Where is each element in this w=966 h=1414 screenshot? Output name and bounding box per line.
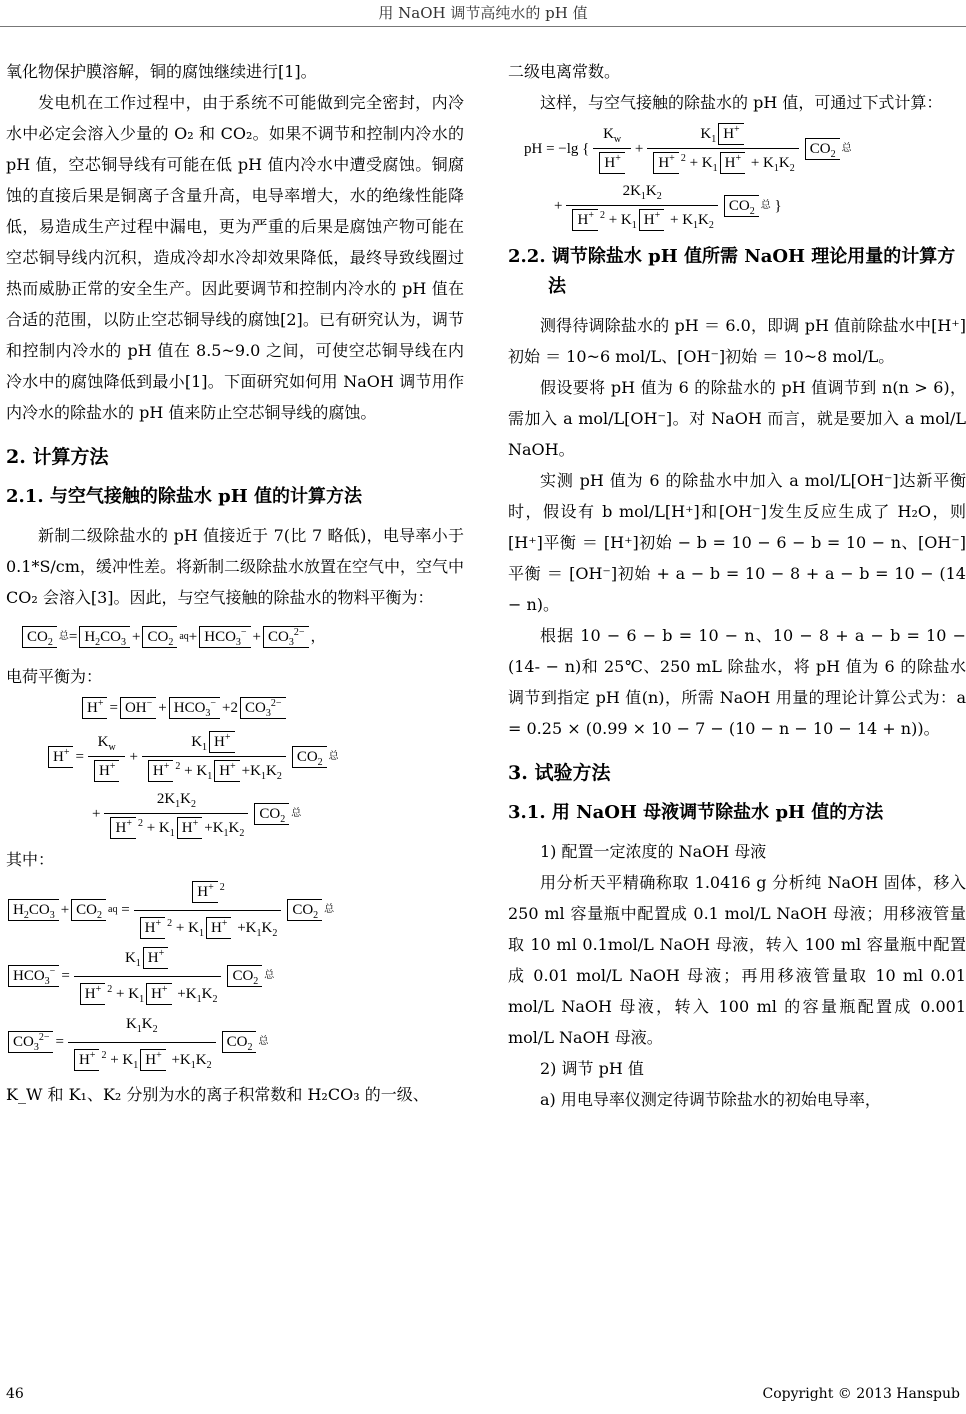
paragraph: 假设要将 pH 值为 6 的除盐水的 pH 值调节到 n(n > 6)，需加入 a mol/L[OH⁻]。对 NaOH 而言，就是要加入 a mol/L NaOH。 [508,378,966,459]
subsection-heading: 3.1. 用 NaOH 母液调节除盐水 pH 值的方法 [508,802,884,823]
mass-balance-equation: $CO_2$ 总 = $H_2CO_3$ + $CO_2$ aq + $HCO_3^-$ + $CO_3^{2-}$ ， [20,617,464,657]
paragraph: 这样，与空气接触的除盐水的 pH 值，可通过下式计算： [540,93,943,112]
paragraph: 用分析天平精确称取 1.0416 g 分析纯 NaOH 固体，移入 250 ml 容量瓶中配置成 0.1 mol/L NaOH 母液；用移液管量取 10 ml 0.1mol/L NaOH 母液，转入 100 ml 容量瓶中配置成 0.01 mol/L NaOH 母液；再用移液管量取 10 ml 0.01 mol/L NaOH 母液，转入 100 ml 的容量瓶配置成 0.001 mol/L NaOH 母液。 [508,873,966,1047]
section-heading: 3. 试验方法 [508,762,611,784]
copyright: Copyright © 2013 Hanspub [762,1386,960,1402]
paragraph: 发电机在工作过程中，由于系统不可能做到完全密封，内冷水中必定会溶入少量的 O₂ 和 CO₂。如果不调节和控制内冷水的 pH 值，空芯铜导线有可能在低 pH 值内冷水中遭受腐蚀。铜腐蚀的直接后果是铜离子含量升高，电导率增大，水的绝缘性能降低，易造成生产过程中漏电，更为严重的后果是腐蚀产物可能在空芯铜导线内沉积，造成冷却水冷却效果降低，最终导致线圈过热而威胁正常的安全生产。因此要调节和控制内冷水的 pH 值在合适的范围，以防止空芯铜导线的腐蚀[2]。已有研究认为，调节和控制内冷水的 pH 值在 8.5~9.0 之间，可使空芯铜导线在内冷水中的腐蚀降低到最小[1]。下面研究如何用 NaOH 调节用作内冷水的除盐水的 pH 值来防止空芯铜导线的腐蚀。 [6,93,464,422]
charge-balance-equation: H+ = OH− + $HCO_3^-$ +2 $CO_3^{2-}$ H+ = $\frac{K_w}{H^+}$ + $\frac{K_1 H^+}{H^+ ^2 + K_1 H^+ +K_1K_2}$ $CO_2$ 总 + $2K_1K_2$ H+ $^2 + K_1$ $H^+ +K_1K_2$ $CO_2$ 总 [46,696,464,840]
header-rule [0,26,966,27]
left-column [6,56,464,1110]
right-column [508,56,966,1115]
paragraph: 测得待调除盐水的 pH ＝ 6.0，即调 pH 值前除盐水中[H⁺]初始 ＝ 10~6 mol/L、[OH⁻]初始 ＝ 10~8 mol/L。 [508,316,966,366]
paragraph: 氧化物保护膜溶解，铜的腐蚀继续进行[1]。 [6,62,317,81]
paragraph: 根据 10 − 6 − b = 10 − n、10 − 8 + a − b = 10 − (14- − n)和 25℃、250 mL 除盐水，将 pH 值为 6 的除盐水调节到指定 pH 值(n)，所需 NaOH 用量的理论计算公式为：a = 0.25 × (0.99 × 10 − 7 − (10 − n − 10 − 14 + n))。 [508,626,966,738]
paragraph: K_W 和 K₁、K₂ 分别为水的离子积常数和 H₂CO₃ 的一级、 [6,1085,429,1104]
paragraph: 新制二级除盐水的 pH 值接近于 7(比 7 略低)，电导率小于 0.1*S/cm，缓冲性差。将新制二级除盐水放置在空气中，空气中 CO₂ 会溶入[3]。因此，与空气接触的除盐水的物料平衡为： [6,526,464,607]
paragraph: 电荷平衡为： [6,667,103,686]
paragraph: 实测 pH 值为 6 的除盐水中加入 a mol/L[OH⁻]达新平衡时，假设有 b mol/L[H⁺]和[OH⁻]发生反应生成了 H₂O，则[H⁺]平衡 ＝ [H⁺]初始 − b = 10 − 6 − b = 10 − n、[OH⁻]平衡 ＝ [OH⁻]初始 + a − b = 10 − 8 + a − b = 10 − (14 − n)。 [508,471,966,614]
section-heading: 2. 计算方法 [6,446,109,468]
species-equations: $H_2CO_3$ + $CO_2$ aq = H+ $^2$ H+ $^2 + K_1$ $H^+ +K_1K_2$ $CO_2$ 总 $HCO_3^-$ = $\frac{K_1 H^+}{H^+ ^2 + K_1 H^+ +K_1K_2}$ $CO_2$ 总 $CO_3^{2-}$ = $\frac{K_1K_2}{H^+ ^2 + K_1 H^+ +K_1K_2}$ $CO_2$ 总 [6,879,464,1073]
list-item: 2) 调节 pH 值 [540,1059,644,1078]
paragraph: 其中： [6,850,55,869]
running-header: 用 NaOH 调节高纯水的 pH 值 [378,4,588,22]
list-item: 1) 配置一定浓度的 NaOH 母液 [540,842,767,861]
paragraph: 二级电离常数。 [508,62,621,81]
list-item: a) 用电导率仪测定待调节除盐水的初始电导率， [540,1090,881,1109]
subsection-heading: 2.2. 调节除盐水 pH 值所需 NaOH 理论用量的计算方法 [508,246,956,297]
page-number: 46 [6,1386,24,1402]
subsection-heading: 2.1. 与空气接触的除盐水 pH 值的计算方法 [6,486,362,507]
ph-equation: pH = −lg { $K_w$ H+ + $\frac{K_1 H^+}{H^+ ^2 + K_1 H^+ + K_1K_2}$ $CO_2$ 总 + $2K_1K_2$ H+ $^2 + K_1$ $H^+ + K_1K_2$ $CO_2$ 总 } [524,124,852,231]
